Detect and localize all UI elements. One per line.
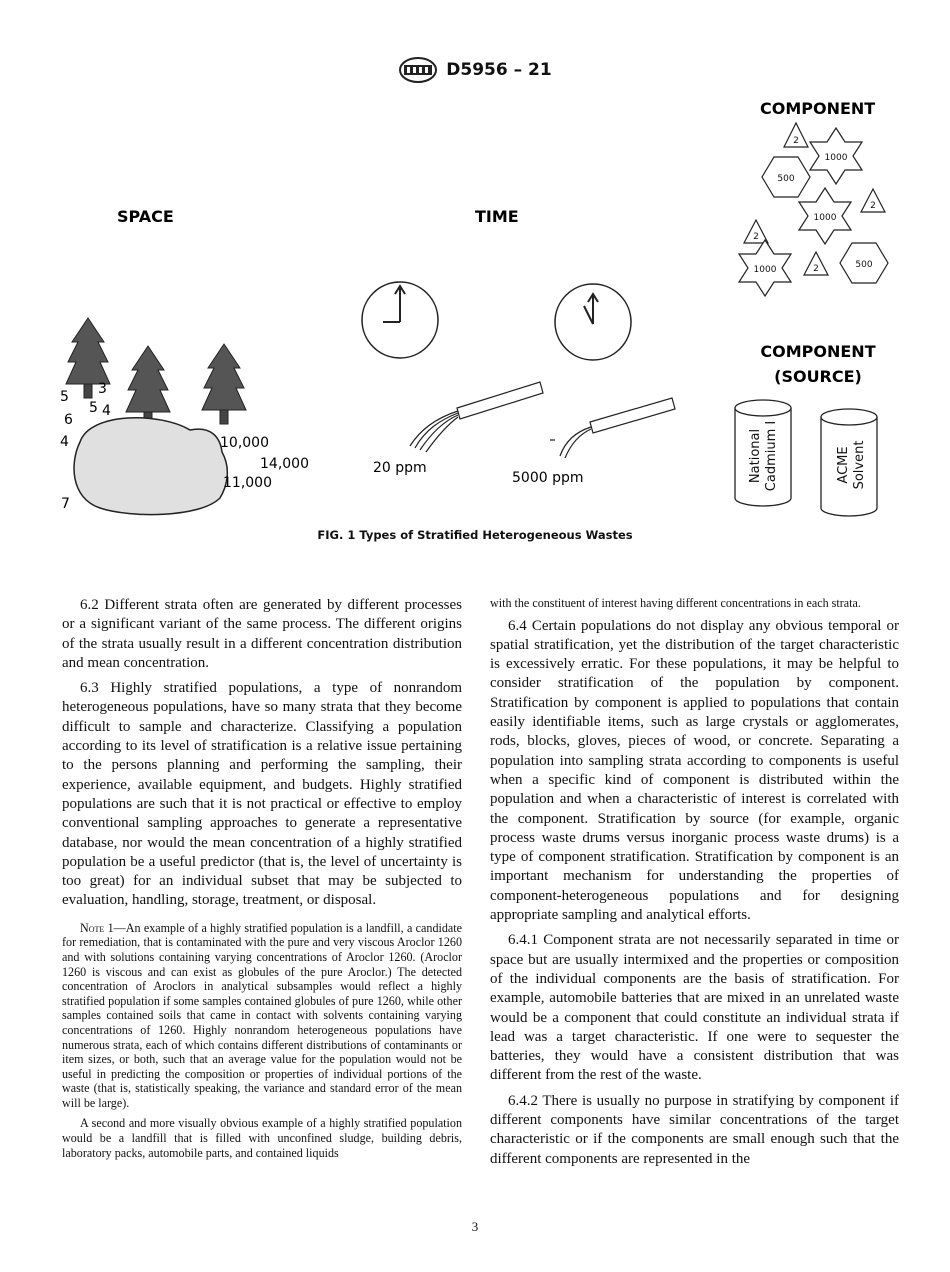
drum-label: Solvent [852, 440, 867, 490]
component-value: 500 [777, 174, 795, 184]
component-value: 1000 [813, 213, 837, 223]
document-id: D5956 – 21 [446, 60, 552, 80]
tree-icon [202, 344, 246, 424]
drum-icon [735, 400, 791, 506]
left-column [62, 596, 462, 1166]
space-label: 6 [64, 412, 73, 428]
component-value: 2 [870, 201, 876, 211]
space-label: 3 [98, 381, 107, 397]
component-value: 1000 [824, 153, 848, 163]
drum-label: Cadmium I [764, 420, 779, 492]
space-value: 14,000 [260, 456, 309, 472]
triangle-icon [804, 252, 828, 275]
ppm-label-right: 5000 ppm [512, 470, 584, 486]
triangle-icon [861, 189, 885, 212]
component-source-subtitle: (SOURCE) [774, 367, 862, 386]
hexagon-icon [840, 243, 888, 283]
ppm-label-left: 20 ppm [373, 460, 427, 476]
astm-logo-icon [398, 56, 438, 84]
component-title: COMPONENT [760, 99, 876, 118]
paragraph-6-2: 6.2 Different strata often are generated by different processes or a significant variant of the same process. The different origins of the strata usually result in a different concentration distribution and mean concentration. [62, 597, 462, 671]
space-label: 4 [102, 403, 111, 419]
space-value: 10,000 [220, 435, 269, 451]
page-number: 3 [471, 1219, 479, 1234]
component-value: 2 [753, 232, 759, 242]
triangle-icon [784, 123, 808, 147]
component-value: 500 [855, 260, 873, 270]
page-header [0, 56, 950, 84]
paragraph-6-4: 6.4 Certain populations do not display any obvious temporal or spatial stratification, yet the distribution of the target characteristic is excessively erratic. For these populations, it may be helpful to consider stratification of the population by component. Stratification by component is applied to populations that contain easily identifiable items, such as large crystals or agglomerates, rods, blocks, gloves, pieces of wood, or concrete. Separating a population into sampling strata according to components is useful when a specific kind of component is distributed within the population and when a characteristic of interest is correlated with the component. Stratification by source (for example, organic process waste drums versus inorganic process waste drums) is a type of component stratification. Stratification by component is an important mechanism for understanding the properties of component-heterogeneous populations and for designing appropriate sampling and analytical efforts. [490, 617, 899, 924]
time-title: TIME [475, 207, 519, 226]
note-1 [62, 921, 462, 1111]
figure-caption: FIG. 1 Types of Stratified Heterogeneous Wastes [317, 528, 633, 542]
landfill-blob [74, 418, 227, 515]
space-title: SPACE [117, 207, 174, 226]
paragraph-6-4-1: 6.4.1 Component strata are not necessarily separated in time or space but are usually intermixed and the properties or composition of the individual components are the basis of stratification. For example, automobile batteries that are mixed in an unrelated waste would be a component that could constitute an individual strata if lead was a target characteristic. If one were to sequester the batteries, they would have a consistent distribution that was different from the rest of the waste. [490, 932, 899, 1084]
star-icon [810, 128, 862, 184]
triangle-icon [744, 220, 768, 243]
star-icon [739, 240, 791, 296]
note-label: Note 1 [80, 920, 114, 935]
drum-label: National [748, 428, 763, 484]
paragraph-6-3: 6.3 Highly stratified populations, a type of nonrandom heterogeneous populations, have so many strata that they become difficult to sample and characterize. Classifying a population according to its level of stratification is a relative issue pertaining to the persons planning and performing the sampling, their experience, available equipment, and budgets. Highly stratified populations are such that it is not practical or effective to employ conventional sampling approaches to generate a representative database, nor would the mean concentration of a highly stratified population be a useful predictor (that is, the level of uncertainty is too great) for an individual subset that may be subjected to evaluation, handling, storage, treatment, or disposal. [62, 680, 462, 909]
hexagon-icon [762, 157, 810, 197]
space-label: 4 [60, 434, 69, 450]
component-value: 1000 [753, 265, 777, 275]
space-label: 7 [61, 496, 70, 512]
paragraph-6-4-2: 6.4.2 There is usually no purpose in stratifying by component if different components have similar concentrations of the target characteristic or if the components are small enough such that the different components are represented in the [490, 1092, 899, 1167]
sampling-tube-icon [410, 382, 543, 452]
space-value: 11,000 [223, 475, 272, 491]
drum-icon [821, 409, 877, 516]
component-value: 2 [813, 264, 819, 274]
tree-icon [126, 346, 170, 426]
star-icon [799, 188, 851, 244]
drum-label: ACME [836, 446, 851, 484]
note-continuation: with the constituent of interest having different concentrations in each strata. [490, 596, 861, 610]
sampling-tube-icon [550, 398, 675, 458]
note-text: —An example of a highly stratified population is a landfill, a candidate for remediation, that is contaminated with the pure and very viscous Aroclor 1260 and with solutions containing varying concentrations of Aroclor 1260. (Aroclor 1260 is viscous and can exist as globules of the pure Aroclor.) The detected concentration of Aroclors in analytical subsamples would reflect a highly stratified population if some samples contained globules of pure 1260, while other samples contained soils that came in contact with solvents containing varying concentrations of 1260. Highly nonrandom heterogeneous populations have numerous strata, each of which contains different distributions of contaminants or item sizes, or both, such that an average value for the population would not be useful in predicting the composition or properties of individual portions of the waste (that is, statistically speaking, the variance and standard error of the mean will be large). [62, 920, 462, 1110]
space-label: 5 [60, 389, 69, 405]
clock-icon [362, 282, 438, 358]
space-label: 5 [89, 400, 98, 416]
clock-icon [555, 284, 631, 360]
component-source-title: COMPONENT [760, 342, 876, 361]
figure-1 [0, 90, 950, 530]
component-value: 2 [793, 136, 799, 146]
right-column [490, 596, 899, 1175]
note-1-second-example: A second and more visually obvious example of a highly stratified population would be a landfill that is filled with unconfined sludge, building debris, laboratory packs, automobile parts, and contained liquids [62, 1116, 462, 1160]
